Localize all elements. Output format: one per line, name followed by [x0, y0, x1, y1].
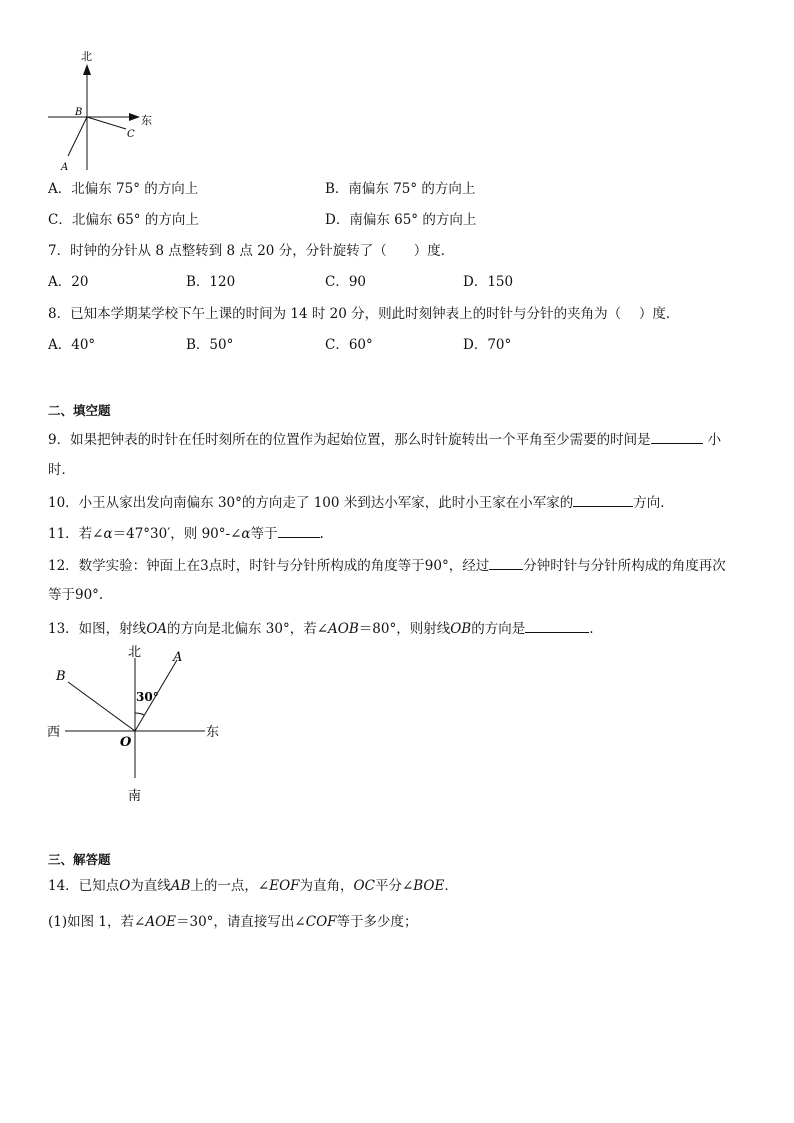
- ray-ob: [68, 682, 135, 731]
- q9-answer-blank[interactable]: [651, 429, 703, 444]
- q13-part2: 的方向是北偏东 30°，若∠: [167, 621, 329, 637]
- q14-sub-1: [48, 913, 418, 931]
- q13-answer-blank[interactable]: [525, 618, 589, 633]
- point-b-label-2: B: [56, 669, 66, 684]
- q12-part1: 12．数学实验：钟面上在3点时，时针与分针所构成的角度等于90°，经过: [48, 558, 490, 574]
- q11-part3: 等于: [250, 526, 278, 542]
- point-o-label-2: O: [120, 735, 132, 750]
- east-label: 东: [141, 114, 152, 127]
- north-arrow-icon: [83, 64, 91, 75]
- north-label-2: 北: [128, 645, 142, 660]
- q6-option-b[interactable]: B．南偏东 75° 的方向上: [325, 181, 476, 197]
- q14-part1: 14．已知点: [48, 878, 120, 894]
- q14-cof: COF: [305, 914, 337, 930]
- q11-answer-blank[interactable]: [278, 523, 320, 538]
- q8-option-d[interactable]: D．70°: [463, 337, 512, 353]
- q10-part1: 10．小王从家出发向南偏东 30°的方向走了 100 米到达小军家，此时小王家在小军家的: [48, 495, 574, 511]
- east-label-2: 东: [206, 725, 220, 740]
- q14-aoe: AOE: [145, 914, 176, 930]
- point-a-label-2: A: [173, 650, 183, 665]
- q12-line2: 等于90°.: [48, 587, 104, 603]
- q14-part4: 为直角，: [299, 878, 354, 894]
- q7-stem: 7．时钟的分针从 8 点整转到 8 点 20 分，分针旋转了（ ）度．: [48, 243, 455, 259]
- q13-part1: 13．如图，射线: [48, 621, 147, 637]
- section-2-heading: 二、填空题: [48, 403, 111, 418]
- q8-stem: 8．已知本学期某学校下午上课的时间为 14 时 20 分，则此时刻钟表上的时针与分针的夹角为（ ）度．: [48, 306, 680, 322]
- q11-text: [48, 523, 324, 543]
- angle-30-arc: [135, 713, 144, 715]
- q14-part3: 上的一点，∠: [190, 878, 270, 894]
- q13-part5: .: [589, 621, 594, 637]
- south-label-2: 南: [128, 789, 142, 804]
- q13-oa: OA: [146, 621, 168, 637]
- q14-part5: 平分∠: [374, 878, 414, 894]
- q11-part2: ＝47°30′，则 90°-∠: [112, 526, 242, 542]
- north-label: 北: [81, 50, 92, 63]
- q11-alpha-2: α: [241, 526, 251, 542]
- q14-ab: AB: [170, 878, 191, 894]
- east-arrow-icon: [129, 113, 140, 121]
- q13-text: [48, 618, 594, 638]
- direction-figure-2: [40, 640, 240, 810]
- q13-part3: ＝80°，则射线: [358, 621, 451, 637]
- q12-part2: 分钟时针与分针所构成的角度再次: [523, 558, 726, 574]
- point-b-label: B: [75, 107, 83, 118]
- q12-text: [48, 555, 726, 575]
- q9-text: [48, 429, 721, 449]
- q7-option-a[interactable]: A．20: [48, 274, 89, 290]
- west-label-2: 西: [47, 725, 61, 740]
- section-3-heading: 三、解答题: [48, 852, 111, 867]
- q8-option-a[interactable]: A．40°: [48, 337, 96, 353]
- point-c-label: C: [127, 129, 135, 140]
- q10-part2: 方向．: [633, 495, 674, 511]
- q14-oc: OC: [353, 878, 375, 894]
- q13-part4: 的方向是: [471, 621, 526, 637]
- q8-option-b[interactable]: B．50°: [186, 337, 234, 353]
- q11-part1: 11．若∠: [48, 526, 104, 542]
- q14-sub1-c: 等于多少度；: [336, 914, 418, 930]
- q6-option-a[interactable]: A．北偏东 75° 的方向上: [48, 181, 199, 197]
- q7-option-d[interactable]: D．150: [463, 274, 514, 290]
- ray-bc: [87, 117, 126, 129]
- q14-sub1-b: ＝30°，请直接写出∠: [176, 914, 306, 930]
- q13-ob: OB: [450, 621, 472, 637]
- q14-part6: ．: [444, 878, 458, 894]
- angle-30-label: 30°: [136, 690, 159, 704]
- q13-aob: AOB: [328, 621, 359, 637]
- q6-option-c[interactable]: C．北偏东 65° 的方向上: [48, 212, 199, 228]
- q11-alpha: α: [103, 526, 113, 542]
- q9-line2: 时．: [48, 462, 75, 478]
- q10-text: [48, 492, 674, 512]
- ray-ba: [68, 117, 87, 156]
- q8-option-c[interactable]: C．60°: [325, 337, 373, 353]
- q14-boe: BOE: [413, 878, 445, 894]
- direction-figure-1: [40, 46, 160, 176]
- q11-part4: .: [319, 526, 324, 542]
- q14-o: O: [119, 878, 131, 894]
- q14-stem: [48, 877, 458, 895]
- q14-eof: EOF: [269, 878, 300, 894]
- q10-answer-blank[interactable]: [573, 492, 633, 507]
- point-a-label: A: [61, 162, 69, 173]
- q7-option-b[interactable]: B．120: [186, 274, 236, 290]
- q9-part2: 小: [707, 432, 722, 448]
- q6-option-d[interactable]: D．南偏东 65° 的方向上: [325, 212, 477, 228]
- q14-sub1-a: (1)如图 1，若∠: [48, 914, 146, 930]
- q9-part1: 9．如果把钟表的时针在任时刻所在的位置作为起始位置，那么时针旋转出一个平角至少需要的时间是: [48, 432, 651, 448]
- q12-answer-blank[interactable]: [489, 555, 523, 570]
- q7-option-c[interactable]: C．90: [325, 274, 367, 290]
- q14-part2: 为直线: [130, 878, 171, 894]
